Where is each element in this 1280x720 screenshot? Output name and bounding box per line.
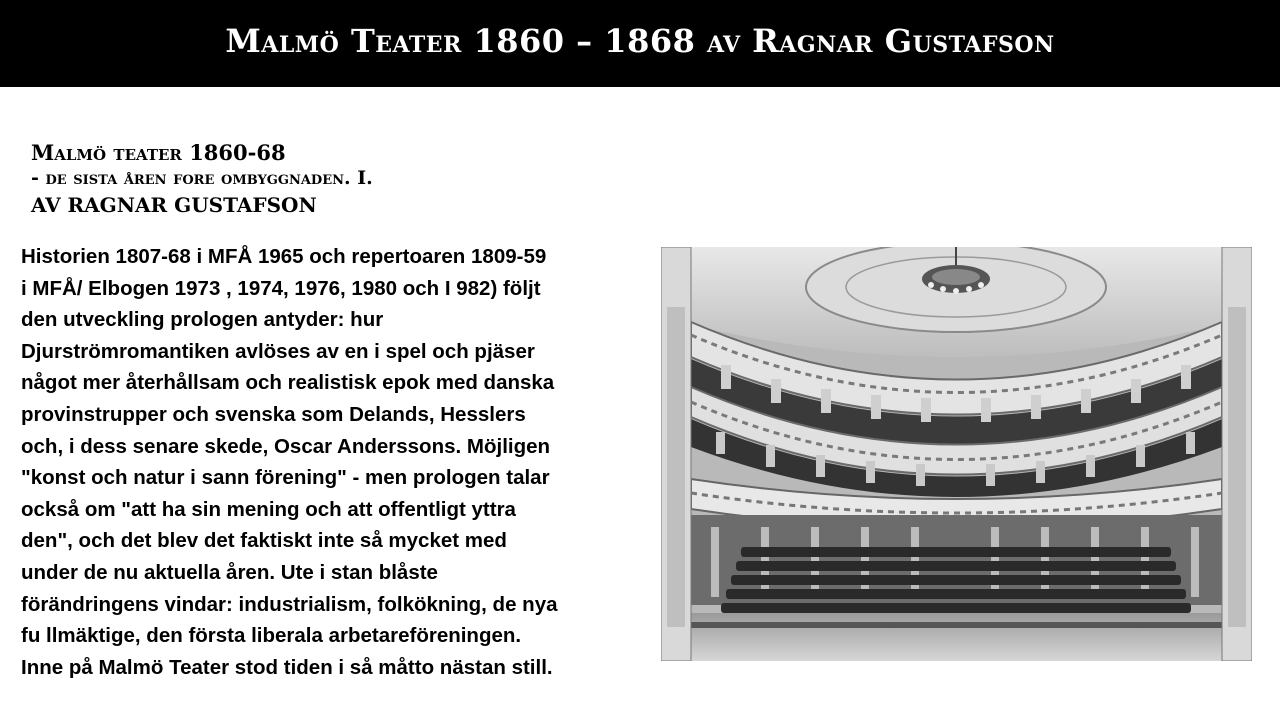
body-paragraph xyxy=(21,241,646,683)
subtitle-block xyxy=(31,139,373,219)
body-line: den", och det blev det faktiskt inte så mycket med xyxy=(21,529,507,553)
body-line: Inne på Malmö Teater stod tiden i så måtto nästan still. xyxy=(21,655,553,679)
body-line: provinstrupper och svenska som Delands, Hesslers xyxy=(21,402,526,426)
body-line: Historien 1807-68 i MFÅ 1965 och repertoaren 1809-59 xyxy=(21,245,547,268)
body-line: i MFÅ/ Elbogen 1973 , 1974, 1976, 1980 och I 982) följt xyxy=(21,276,541,300)
title-bar xyxy=(0,0,1280,87)
body-line: fu llmäktige, den första liberala arbetareföreningen. xyxy=(21,624,522,648)
body-line: också om "att ha sin mening och att offentligt yttra xyxy=(21,497,516,521)
body-line: Djurströmromantiken avlöses av en i spel och pjäser xyxy=(21,339,535,363)
body-line: den utveckling prologen antyder: hur xyxy=(21,308,384,332)
body-line: förändringens vindar: industrialism, folkökning, de nya xyxy=(21,592,558,616)
theater-interior-photo xyxy=(661,247,1252,661)
body-line: något mer återhållsam och realistisk epok med danska xyxy=(21,371,555,395)
slide-title: Malmö Teater 1860 – 1868 av Ragnar Gustafson xyxy=(225,22,1055,60)
subtitle-line-2: - de sista åren fore ombyggnaden. I. xyxy=(31,167,373,189)
subtitle-line-3: AV RAGNAR GUSTAFSON xyxy=(31,193,317,217)
subtitle-line-1: Malmö teater 1860-68 xyxy=(31,140,286,165)
body-line: "konst och natur i sann förening" - men prologen talar xyxy=(21,466,550,490)
body-line: under de nu aktuella åren. Ute i stan blåste xyxy=(21,560,438,584)
body-line: och, i dess senare skede, Oscar Anderssons. Möjligen xyxy=(21,434,551,458)
